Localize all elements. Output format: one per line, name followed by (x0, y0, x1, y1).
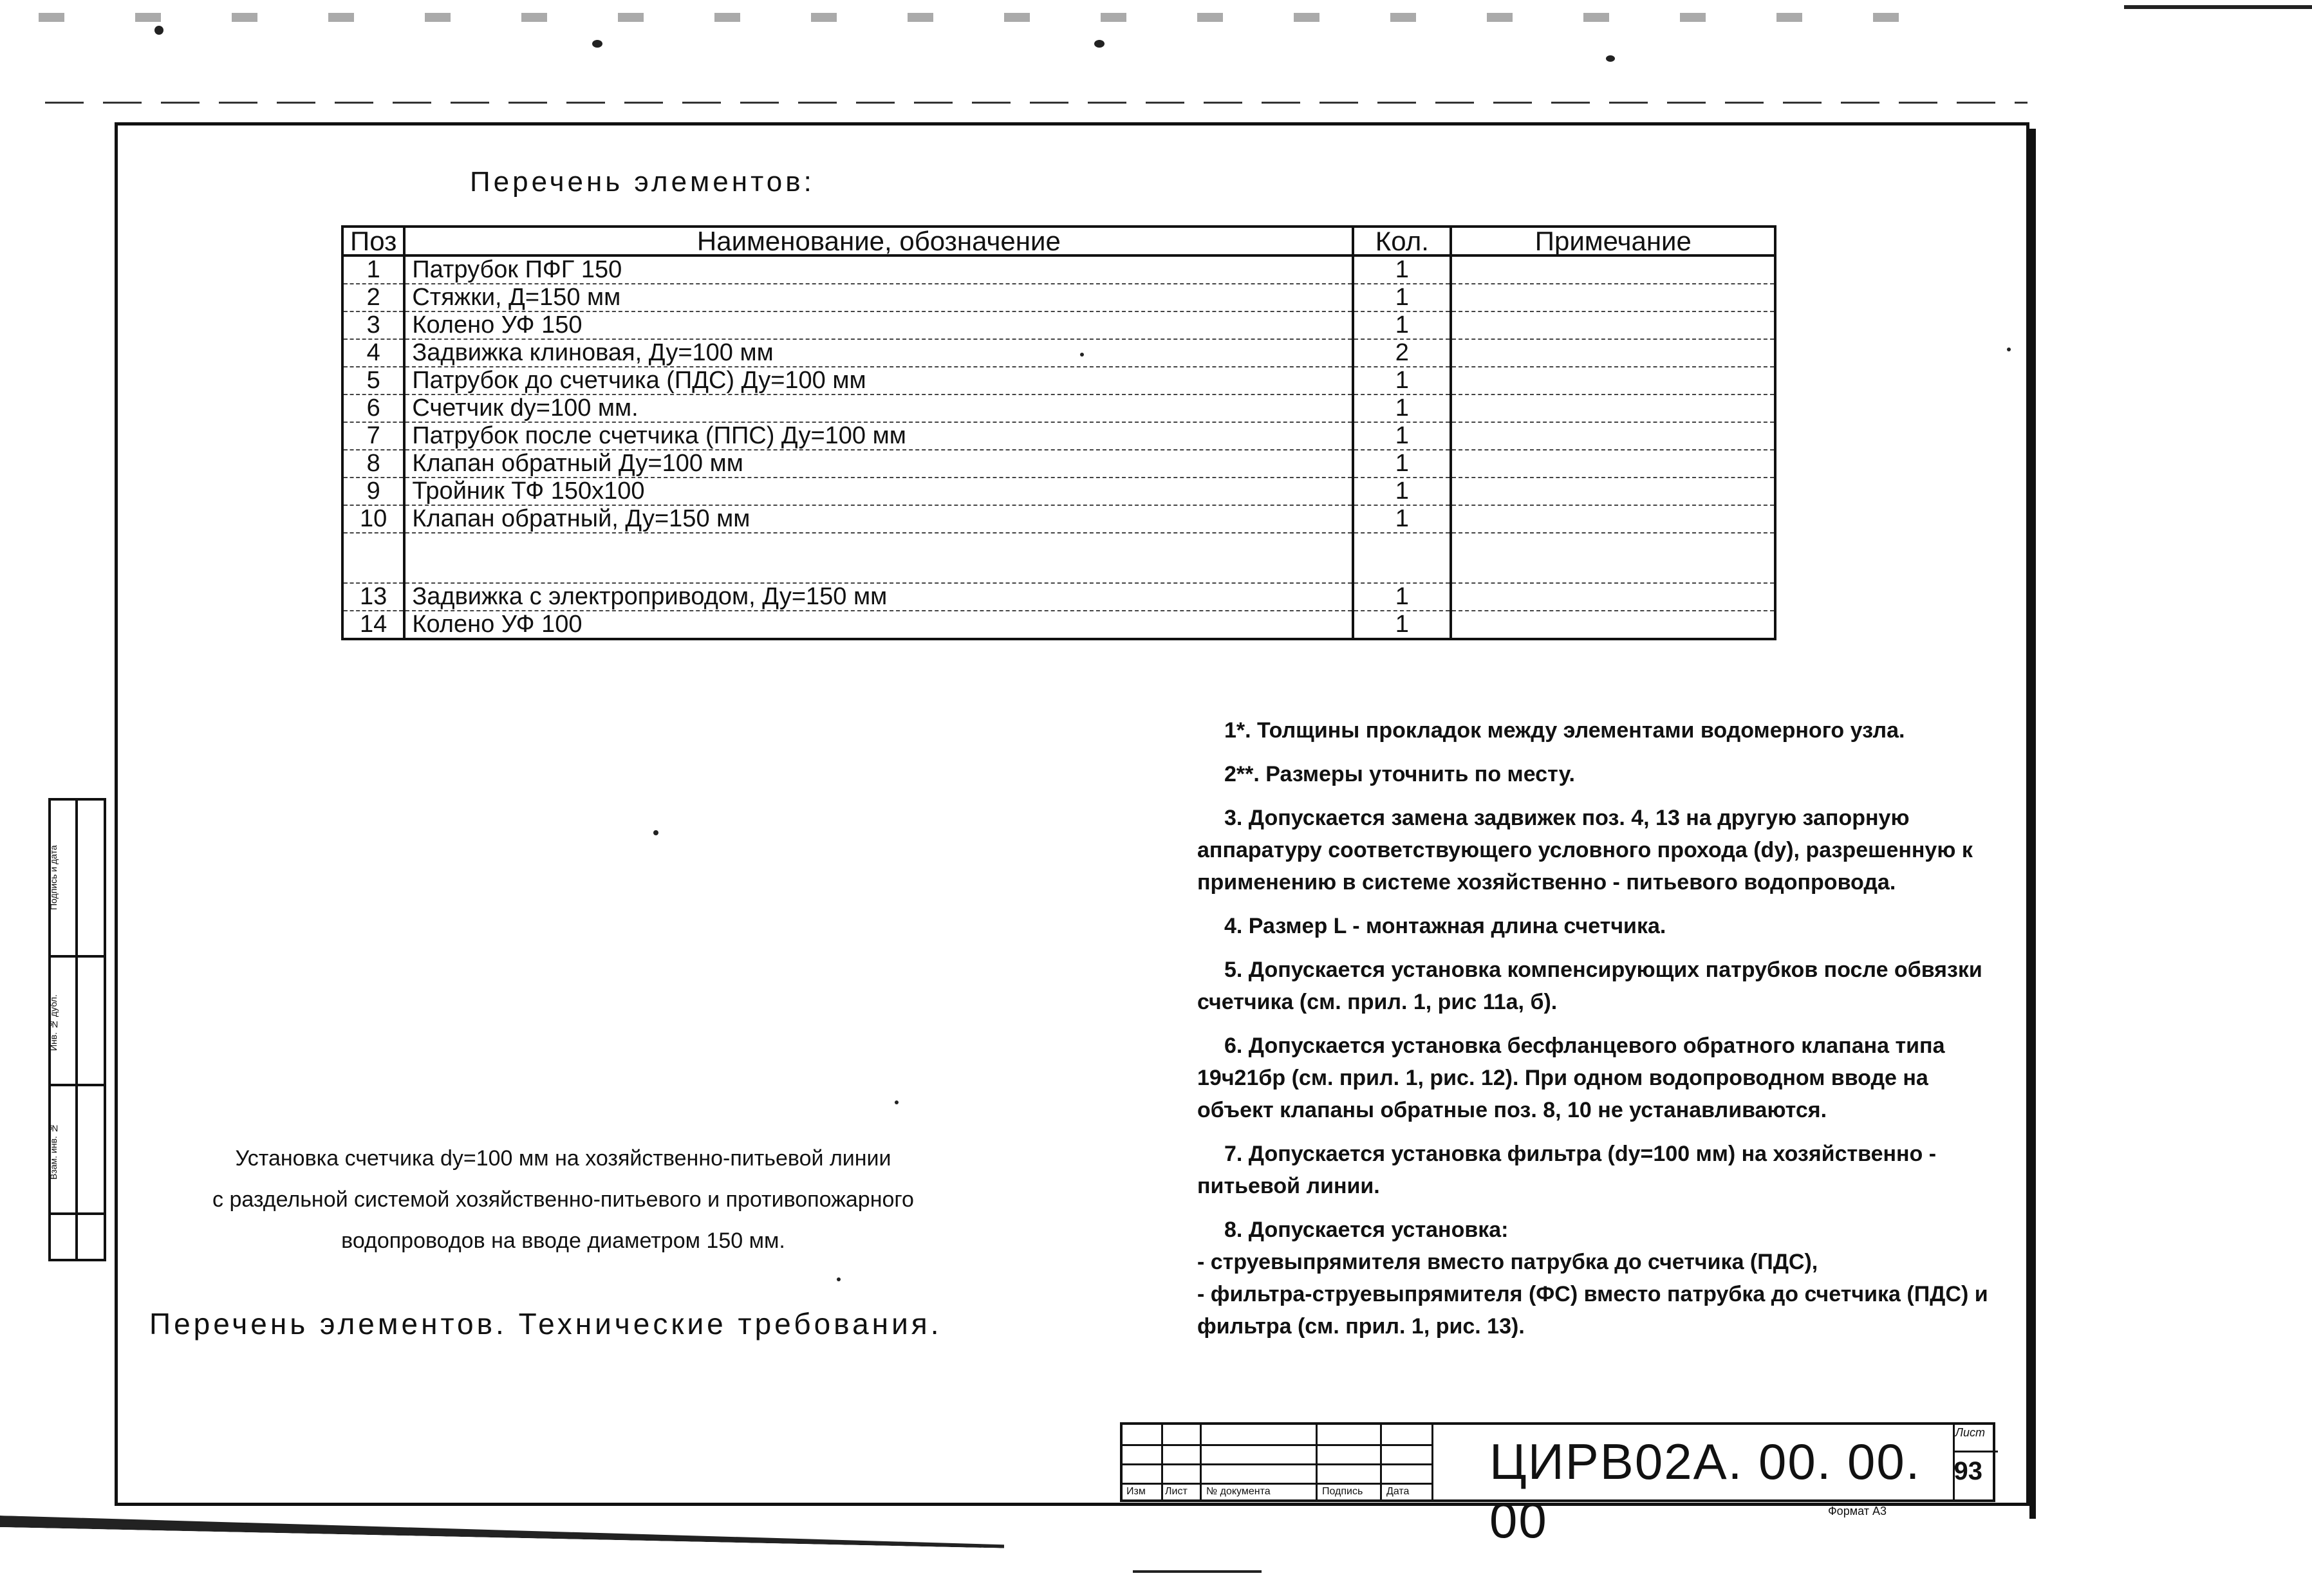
scan-speck (837, 1277, 841, 1281)
row-name: Тройник ТФ 150х100 (404, 478, 1353, 505)
side-label: Подпись и дата (48, 845, 59, 911)
stamp-col-label: Изм (1126, 1486, 1146, 1497)
row-note (1451, 422, 1775, 450)
row-pos: 10 (342, 505, 404, 533)
stamp-col-label: Дата (1386, 1486, 1410, 1497)
row-note (1451, 583, 1775, 611)
row-note (1451, 611, 1775, 639)
stamp-divider (1431, 1425, 1433, 1499)
row-qty: 1 (1353, 450, 1451, 478)
note-item: 8. Допускается установка: (1224, 1218, 1509, 1242)
note-item: 4. Размер L - монтажная длина счетчика. (1224, 914, 1666, 938)
row-note (1451, 478, 1775, 505)
row-note (1451, 394, 1775, 422)
row-qty: 1 (1353, 478, 1451, 505)
side-stamp-divider (51, 1212, 104, 1215)
elements-table (341, 225, 1776, 640)
note-item: 1*. Толщины прокладок между элементами водомерного узла. (1224, 718, 1905, 743)
scan-speck (653, 830, 658, 835)
stamp-divider (1316, 1425, 1318, 1499)
stamp-col-label: Подпись (1322, 1486, 1363, 1497)
row-name: Патрубок после счетчика (ППС) Ду=100 мм (404, 422, 1353, 450)
side-stamp (48, 798, 106, 1261)
row-qty: 2 (1353, 339, 1451, 367)
scan-speck (592, 40, 602, 48)
table-row (342, 450, 1775, 478)
stamp-divider (1380, 1425, 1382, 1499)
row-pos: 4 (342, 339, 404, 367)
table-header-row (342, 227, 1775, 255)
scan-speck (1080, 353, 1084, 357)
row-qty: 1 (1353, 311, 1451, 339)
row-name: Патрубок ПФГ 150 (404, 255, 1353, 284)
row-name: Колено УФ 150 (404, 311, 1353, 339)
table-row (342, 284, 1775, 311)
scan-dash-top (45, 102, 2028, 104)
header-pos: Поз (342, 227, 404, 255)
stamp-divider (1123, 1463, 1431, 1465)
row-pos: 1 (342, 255, 404, 284)
side-stamp-divider (51, 955, 104, 958)
row-note (1451, 505, 1775, 533)
row-name: Задвижка клиновая, Ду=100 мм (404, 339, 1353, 367)
row-pos: 9 (342, 478, 404, 505)
row-pos: 6 (342, 394, 404, 422)
stamp-divider (1123, 1483, 1431, 1485)
stamp-divider (1123, 1444, 1431, 1446)
scan-speck (154, 26, 163, 35)
side-stamp-divider (51, 1084, 104, 1086)
row-name: Клапан обратный, Ду=150 мм (404, 505, 1353, 533)
table-row (342, 311, 1775, 339)
note-item: 3. Допускается замена задвижек поз. 4, 13 на другую запорную аппаратуру соответствующего условного прохода (dy), разрешенную к применению в системе хозяйственно - питьевого водопровода. (1197, 806, 1973, 895)
row-qty: 1 (1353, 422, 1451, 450)
table-row (342, 583, 1775, 611)
note-item: 2**. Размеры уточнить по месту. (1224, 762, 1575, 786)
row-name: Клапан обратный Ду=100 мм (404, 450, 1353, 478)
stamp-col-label: Лист (1165, 1486, 1188, 1497)
drawing-title: Перечень элементов. Технические требования. (149, 1307, 942, 1341)
format-label: Формат А3 (1828, 1505, 1887, 1517)
row-qty: 1 (1353, 255, 1451, 284)
table-row (342, 505, 1775, 533)
row-note (1451, 284, 1775, 311)
row-qty: 1 (1353, 394, 1451, 422)
note-item: 6. Допускается установка бесфланцевого обратного клапана типа 19ч21бр (см. прил. 1, рис. 12). При одном водопроводном вводе на объект клапаны обратные поз. 8, 10 не устанавливаются. (1197, 1034, 1945, 1122)
row-name: Колено УФ 100 (404, 611, 1353, 639)
scan-top-text-noise (39, 13, 1970, 22)
header-qty: Кол. (1353, 227, 1451, 255)
row-pos: 13 (342, 583, 404, 611)
caption-line: водопроводов на вводе диаметром 150 мм. (341, 1229, 785, 1253)
scan-dash-bottom (1133, 1570, 1262, 1573)
row-qty: 1 (1353, 505, 1451, 533)
document-code: ЦИРВ02А. 00. 00. 00 (1489, 1433, 1921, 1548)
note-item: 7. Допускается установка фильтра (dy=100 мм) на хозяйственно - питьевой линии. (1197, 1142, 1937, 1198)
table-row-empty (342, 533, 1775, 583)
drawing-caption (161, 1138, 965, 1261)
sheet-number: 93 (1953, 1457, 1982, 1485)
header-name: Наименование, обозначение (404, 227, 1353, 255)
technical-requirements (1197, 714, 2002, 1342)
row-qty: 1 (1353, 367, 1451, 394)
row-name: Счетчик dy=100 мм. (404, 394, 1353, 422)
sheet-label: Лист (1955, 1426, 1985, 1439)
scan-edge-top-right (2124, 5, 2312, 9)
table-row (342, 255, 1775, 284)
row-pos: 5 (342, 367, 404, 394)
side-label: Инв. № дубл. (48, 994, 59, 1051)
row-note (1451, 255, 1775, 284)
note-subitem: - струевыпрямителя вместо патрубка до счетчика (ПДС), (1197, 1250, 1818, 1274)
header-note: Примечание (1451, 227, 1775, 255)
note-subitem: - фильтра-струевыпрямителя (ФС) вместо патрубка до счетчика (ПДС) и фильтра (см. прил. 1, рис. 13). (1197, 1282, 1988, 1339)
table-row (342, 611, 1775, 639)
elements-list-heading: Перечень элементов: (470, 166, 815, 198)
row-pos: 14 (342, 611, 404, 639)
side-label: Взам. инв. № (48, 1123, 59, 1180)
scan-speck (1606, 55, 1615, 62)
row-qty: 1 (1353, 284, 1451, 311)
row-name: Задвижка с электроприводом, Ду=150 мм (404, 583, 1353, 611)
caption-line: с раздельной системой хозяйственно-питьевого и противопожарного (212, 1187, 914, 1212)
stamp-divider (1161, 1425, 1163, 1499)
sheet-frame-shadow (2029, 129, 2036, 1519)
row-qty: 1 (1353, 611, 1451, 639)
row-pos: 3 (342, 311, 404, 339)
caption-line: Установка счетчика dy=100 мм на хозяйственно-питьевой линии (235, 1146, 891, 1171)
row-pos: 7 (342, 422, 404, 450)
row-note (1451, 367, 1775, 394)
scan-speck (895, 1100, 899, 1104)
stamp-col-label: № документа (1206, 1486, 1271, 1497)
row-pos: 2 (342, 284, 404, 311)
table-row (342, 478, 1775, 505)
table-row (342, 339, 1775, 367)
stamp-divider (1200, 1425, 1202, 1499)
row-name: Патрубок до счетчика (ПДС) Ду=100 мм (404, 367, 1353, 394)
scan-streak-bottom (0, 1516, 1004, 1548)
row-pos: 8 (342, 450, 404, 478)
scan-speck (1094, 40, 1105, 48)
table-row (342, 394, 1775, 422)
row-qty: 1 (1353, 583, 1451, 611)
table-row (342, 422, 1775, 450)
scan-speck (2007, 348, 2011, 351)
table-row (342, 367, 1775, 394)
row-note (1451, 339, 1775, 367)
row-note (1451, 311, 1775, 339)
note-item: 5. Допускается установка компенсирующих патрубков после обвязки счетчика (см. прил. 1, рис 11а, б). (1197, 958, 1982, 1014)
row-name: Стяжки, Д=150 мм (404, 284, 1353, 311)
row-note (1451, 450, 1775, 478)
